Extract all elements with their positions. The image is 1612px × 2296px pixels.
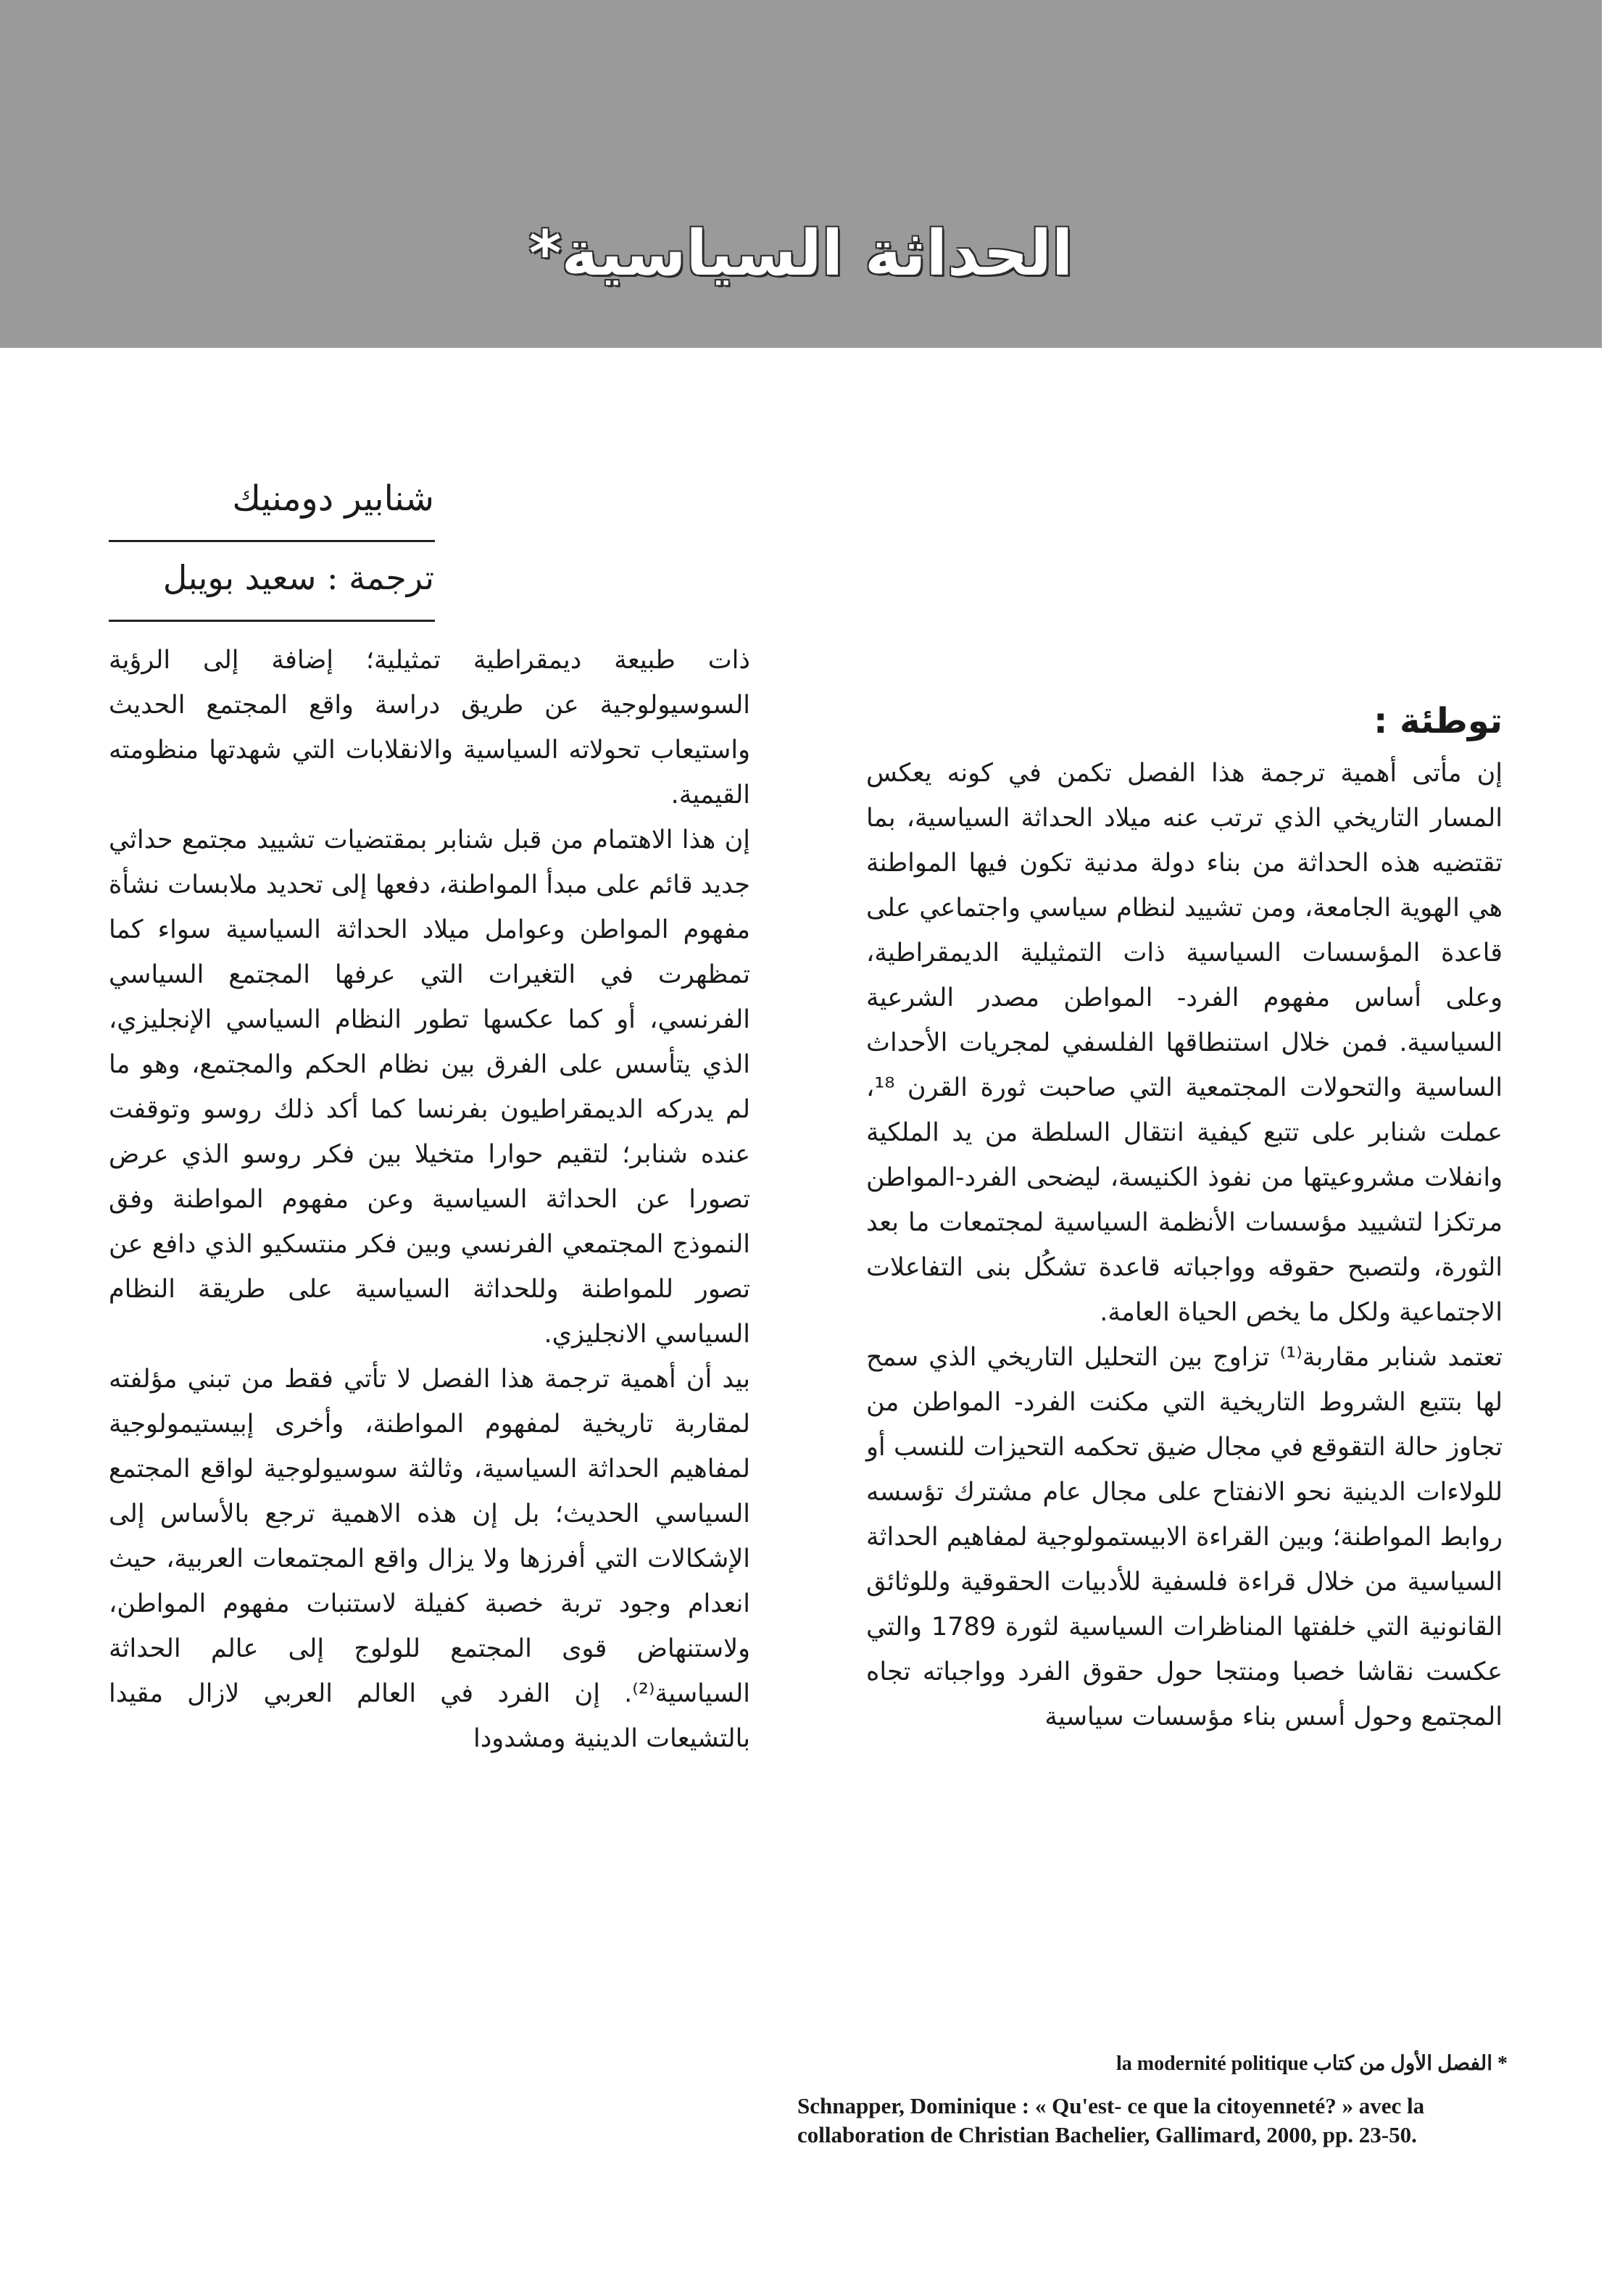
- footnote-1-prefix: * الفصل الأول من كتاب: [1313, 2052, 1508, 2075]
- left-paragraph-2: إن هذا الاهتمام من قبل شنابر بمقتضيات تشييد مجتمع حداثي جديد قائم على مبدأ المواطنة، دفعها إلى تحديد ملابسات نشأة مفهوم المواطن وعوامل ميلاد الحداثة السياسية سواء كما تمظهرت في التغيرات التي عرفها المجتمع السياسي الفرنسي، أو كما عكسها تطور النظام السياسي الإنجليزي، الذي يتأسس على الفرق بين نظام الحكم والمجتمع، وهو ما لم يدركه الديمقراطيون بفرنسا كما أكد ذلك روسو وتوقفت عنده شنابر؛ لتقيم حوارا متخيلا بين فكر روسو الذي عرض تصورا عن الحداثة السياسية وعن مفهوم المواطنة وفق النموذج المجتمعي الفرنسي وبين فكر منتسكيو الذي دافع عن تصور للمواطنة وللحداثة السياسية على طريقة النظام السياسي الانجليزي.: [109, 825, 750, 1349]
- author-rule: [109, 540, 435, 542]
- footnote-1-title: la modernité politique: [1115, 2052, 1308, 2075]
- footnote-2: Schnapper, Dominique : « Qu'est- ce que la citoyenneté? » avec la collaboration de Christian Bachelier, Gallimard, 2000, pp. 23-50.: [797, 2093, 1425, 2147]
- left-column: [109, 638, 750, 1761]
- left-paragraph-3: بيد أن أهمية ترجمة هذا الفصل لا تأتي فقط من تبني مؤلفته لمقاربة تاريخية لمفهوم المواطنة، وأخرى إبيستيمولوجية لمفاهيم الحداثة السياسية، وثالثة سوسيولوجية لواقع المجتمع السياسي الحديث؛ بل إن هذه الاهمية ترجع بالأساس إلى الإشكالات التي أفرزها ولا يزال واقع المجتمعات العربية، حيث انعدام وجود تربة خصبة كفيلة لاستنبات مفهوم المواطن، ولاستنهاض قوى المجتمع للولوج إلى عالم الحداثة السياسية⁽²⁾. إن الفرد في العالم العربي لازال مقيدا بالتشيعات الدينية ومشدودا: [109, 1365, 750, 1753]
- right-paragraph-1: إن مأتى أهمية ترجمة هذا الفصل تكمن في كونه يعكس المسار التاريخي الذي ترتب عنه ميلاد الحداثة السياسية، بما تقتضيه هذه الحداثة من بناء دولة مدنية تكون فيها المواطنة هي الهوية الجامعة، ومن تشييد لنظام سياسي واجتماعي على قاعدة المؤسسات السياسية ذات التمثيلية الديمقراطية، وعلى أساس مفهوم الفرد- المواطن مصدر الشرعية السياسية. فمن خلال استنطاقها الفلسفي لمجريات الأحداث الساسية والتحولات المجتمعية التي صاحبت ثورة القرن ¹⁸، عملت شنابر على تتبع كيفية انتقال السلطة من يد الملكية وانفلات مشروعيتها من نفوذ الكنيسة، ليضحى الفرد-المواطن مرتكزا لتشييد مؤسسات الأنظمة السياسية لمجتمعات ما بعد الثورة، ولتصبح حقوقه وواجباته قاعدة تشكُل بنى التفاعلات الاجتماعية ولكل ما يخص الحياة العامة.: [866, 759, 1503, 1327]
- author-name: شنابير دومنيك: [232, 478, 434, 519]
- right-paragraph-2: تعتمد شنابر مقاربة⁽¹⁾ تزاوج بين التحليل التاريخي الذي سمح لها بتتبع الشروط التاريخية التي مكنت الفرد- المواطن من تجاوز حالة التقوقع في مجال ضيق تحكمه التحيزات للنسب أو للولاءات الدينية نحو الانفتاح على مجال عام مشترك تؤسسه روابط المواطنة؛ وبين القراءة الابيستمولوجية لمفاهيم الحداثة السياسية من خلال قراءة فلسفية للأدبيات الحقوقية وللوثائق القانونية التي خلفتها المناظرات السياسية لثورة 1789 والتي عكست نقاشا خصبا ومنتجا حول حقوق الفرد وواجباته تجاه المجتمع وحول أسس بناء مؤسسات سياسية: [866, 1343, 1503, 1731]
- translator-name: ترجمة : سعيد بويبل: [162, 558, 434, 597]
- section-heading: توطئة :: [1374, 701, 1503, 741]
- header-band: [0, 0, 1602, 348]
- right-column: [866, 696, 1503, 1739]
- footnote-1: [797, 2051, 1508, 2076]
- page-title: الحداثة السياسية*: [528, 217, 1073, 290]
- footnotes: [797, 2051, 1508, 2150]
- translator-rule: [109, 620, 435, 622]
- left-paragraph-1: ذات طبيعة ديمقراطية تمثيلية؛ إضافة إلى الرؤية السوسيولوجية عن طريق دراسة واقع المجتمع الحديث واستيعاب تحولاته السياسية والانقلابات التي شهدتها منظومته القيمية.: [109, 646, 750, 810]
